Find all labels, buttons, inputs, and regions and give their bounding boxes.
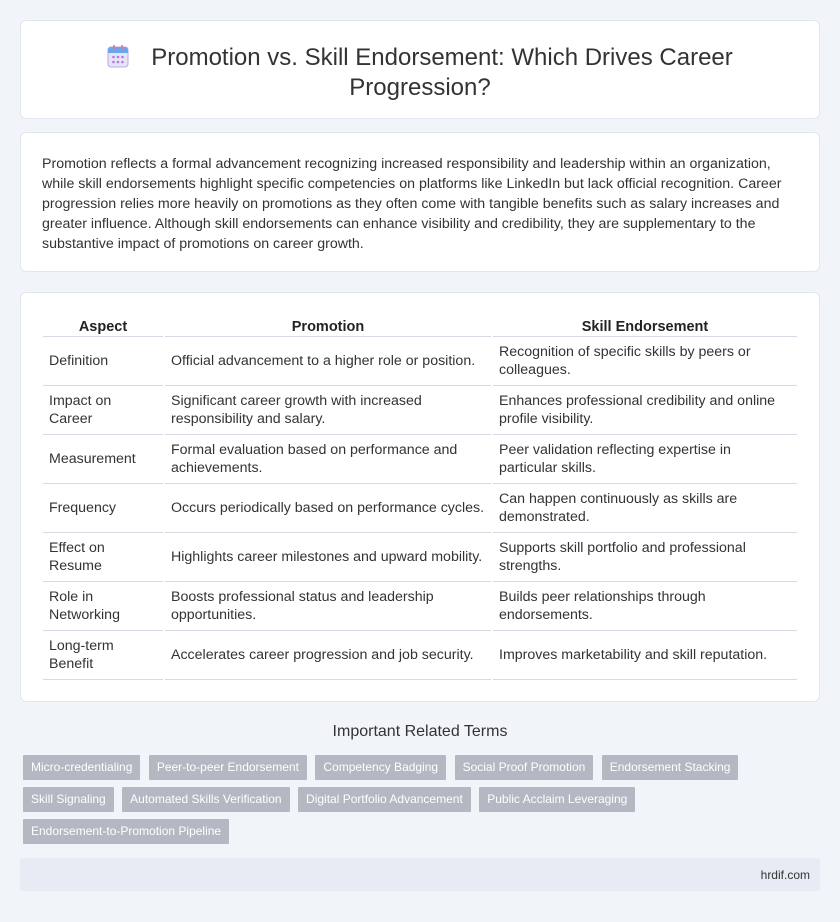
row-aspect: Effect on Resume <box>43 533 163 582</box>
table-row <box>43 435 797 484</box>
row-skill-endorsement: Improves marketability and skill reputation. <box>493 631 797 680</box>
row-aspect: Impact on Career <box>43 386 163 435</box>
tag-competency-badging[interactable]: Competency Badging <box>315 755 446 780</box>
intro-card <box>20 132 820 272</box>
row-skill-endorsement: Supports skill portfolio and professional strengths. <box>493 533 797 582</box>
tag-endorsement-to-promotion-pipeline[interactable]: Endorsement-to-Promotion Pipeline <box>23 819 229 844</box>
row-promotion: Official advancement to a higher role or position. <box>165 337 491 386</box>
row-aspect: Role in Networking <box>43 582 163 631</box>
table-row <box>43 533 797 582</box>
table-header-row <box>43 314 797 337</box>
row-aspect: Measurement <box>43 435 163 484</box>
tag-skill-signaling[interactable]: Skill Signaling <box>23 787 114 812</box>
footer <box>20 858 820 891</box>
table-row <box>43 337 797 386</box>
row-skill-endorsement: Enhances professional credibility and online profile visibility. <box>493 386 797 435</box>
row-promotion: Highlights career milestones and upward mobility. <box>165 533 491 582</box>
table-row <box>43 484 797 533</box>
comparison-table-card <box>20 292 820 702</box>
row-aspect: Frequency <box>43 484 163 533</box>
row-aspect: Definition <box>43 337 163 386</box>
table-row <box>43 386 797 435</box>
footer-site-link[interactable]: hrdif.com <box>760 868 810 882</box>
row-promotion: Formal evaluation based on performance and achievements. <box>165 435 491 484</box>
tag-public-acclaim-leveraging[interactable]: Public Acclaim Leveraging <box>479 787 635 812</box>
tag-automated-skills-verification[interactable]: Automated Skills Verification <box>122 787 289 812</box>
table-row <box>43 582 797 631</box>
header-skill-endorsement: Skill Endorsement <box>493 314 797 337</box>
row-skill-endorsement: Can happen continuously as skills are demonstrated. <box>493 484 797 533</box>
row-promotion: Significant career growth with increased responsibility and salary. <box>165 386 491 435</box>
table-row <box>43 631 797 680</box>
row-skill-endorsement: Builds peer relationships through endorsements. <box>493 582 797 631</box>
row-promotion: Occurs periodically based on performance cycles. <box>165 484 491 533</box>
header-promotion: Promotion <box>165 314 491 337</box>
row-promotion: Boosts professional status and leadership opportunities. <box>165 582 491 631</box>
row-skill-endorsement: Recognition of specific skills by peers or colleagues. <box>493 337 797 386</box>
tag-micro-credentialing[interactable]: Micro-credentialing <box>23 755 140 780</box>
header-aspect: Aspect <box>43 314 163 337</box>
row-promotion: Accelerates career progression and job security. <box>165 631 491 680</box>
tag-digital-portfolio-advancement[interactable]: Digital Portfolio Advancement <box>298 787 471 812</box>
comparison-table <box>41 314 799 680</box>
tag-endorsement-stacking[interactable]: Endorsement Stacking <box>602 755 739 780</box>
calendar-icon <box>107 44 129 68</box>
page-title: Promotion vs. Skill Endorsement: Which Drives Career Progression? <box>151 44 733 101</box>
row-skill-endorsement: Peer validation reflecting expertise in particular skills. <box>493 435 797 484</box>
tag-social-proof-promotion[interactable]: Social Proof Promotion <box>455 755 594 780</box>
page-title-wrap <box>21 43 819 103</box>
title-card <box>20 20 820 119</box>
intro-paragraph: Promotion reflects a formal advancement recognizing increased responsibility and leadership within an organization, while skill endorsements highlight specific competencies on platforms like LinkedIn but lack official recognition. Career progression relies more heavily on promotions as they often come with tangible benefits such as salary increases and greater influence. Although skill endorsements can enhance visibility and credibility, they are supplementary to the substantive impact of promotions on career growth. <box>42 156 782 252</box>
related-terms-heading: Important Related Terms <box>332 723 508 740</box>
related-terms-tags <box>23 755 743 851</box>
row-aspect: Long-term Benefit <box>43 631 163 680</box>
tag-peer-to-peer-endorsement[interactable]: Peer-to-peer Endorsement <box>149 755 307 780</box>
